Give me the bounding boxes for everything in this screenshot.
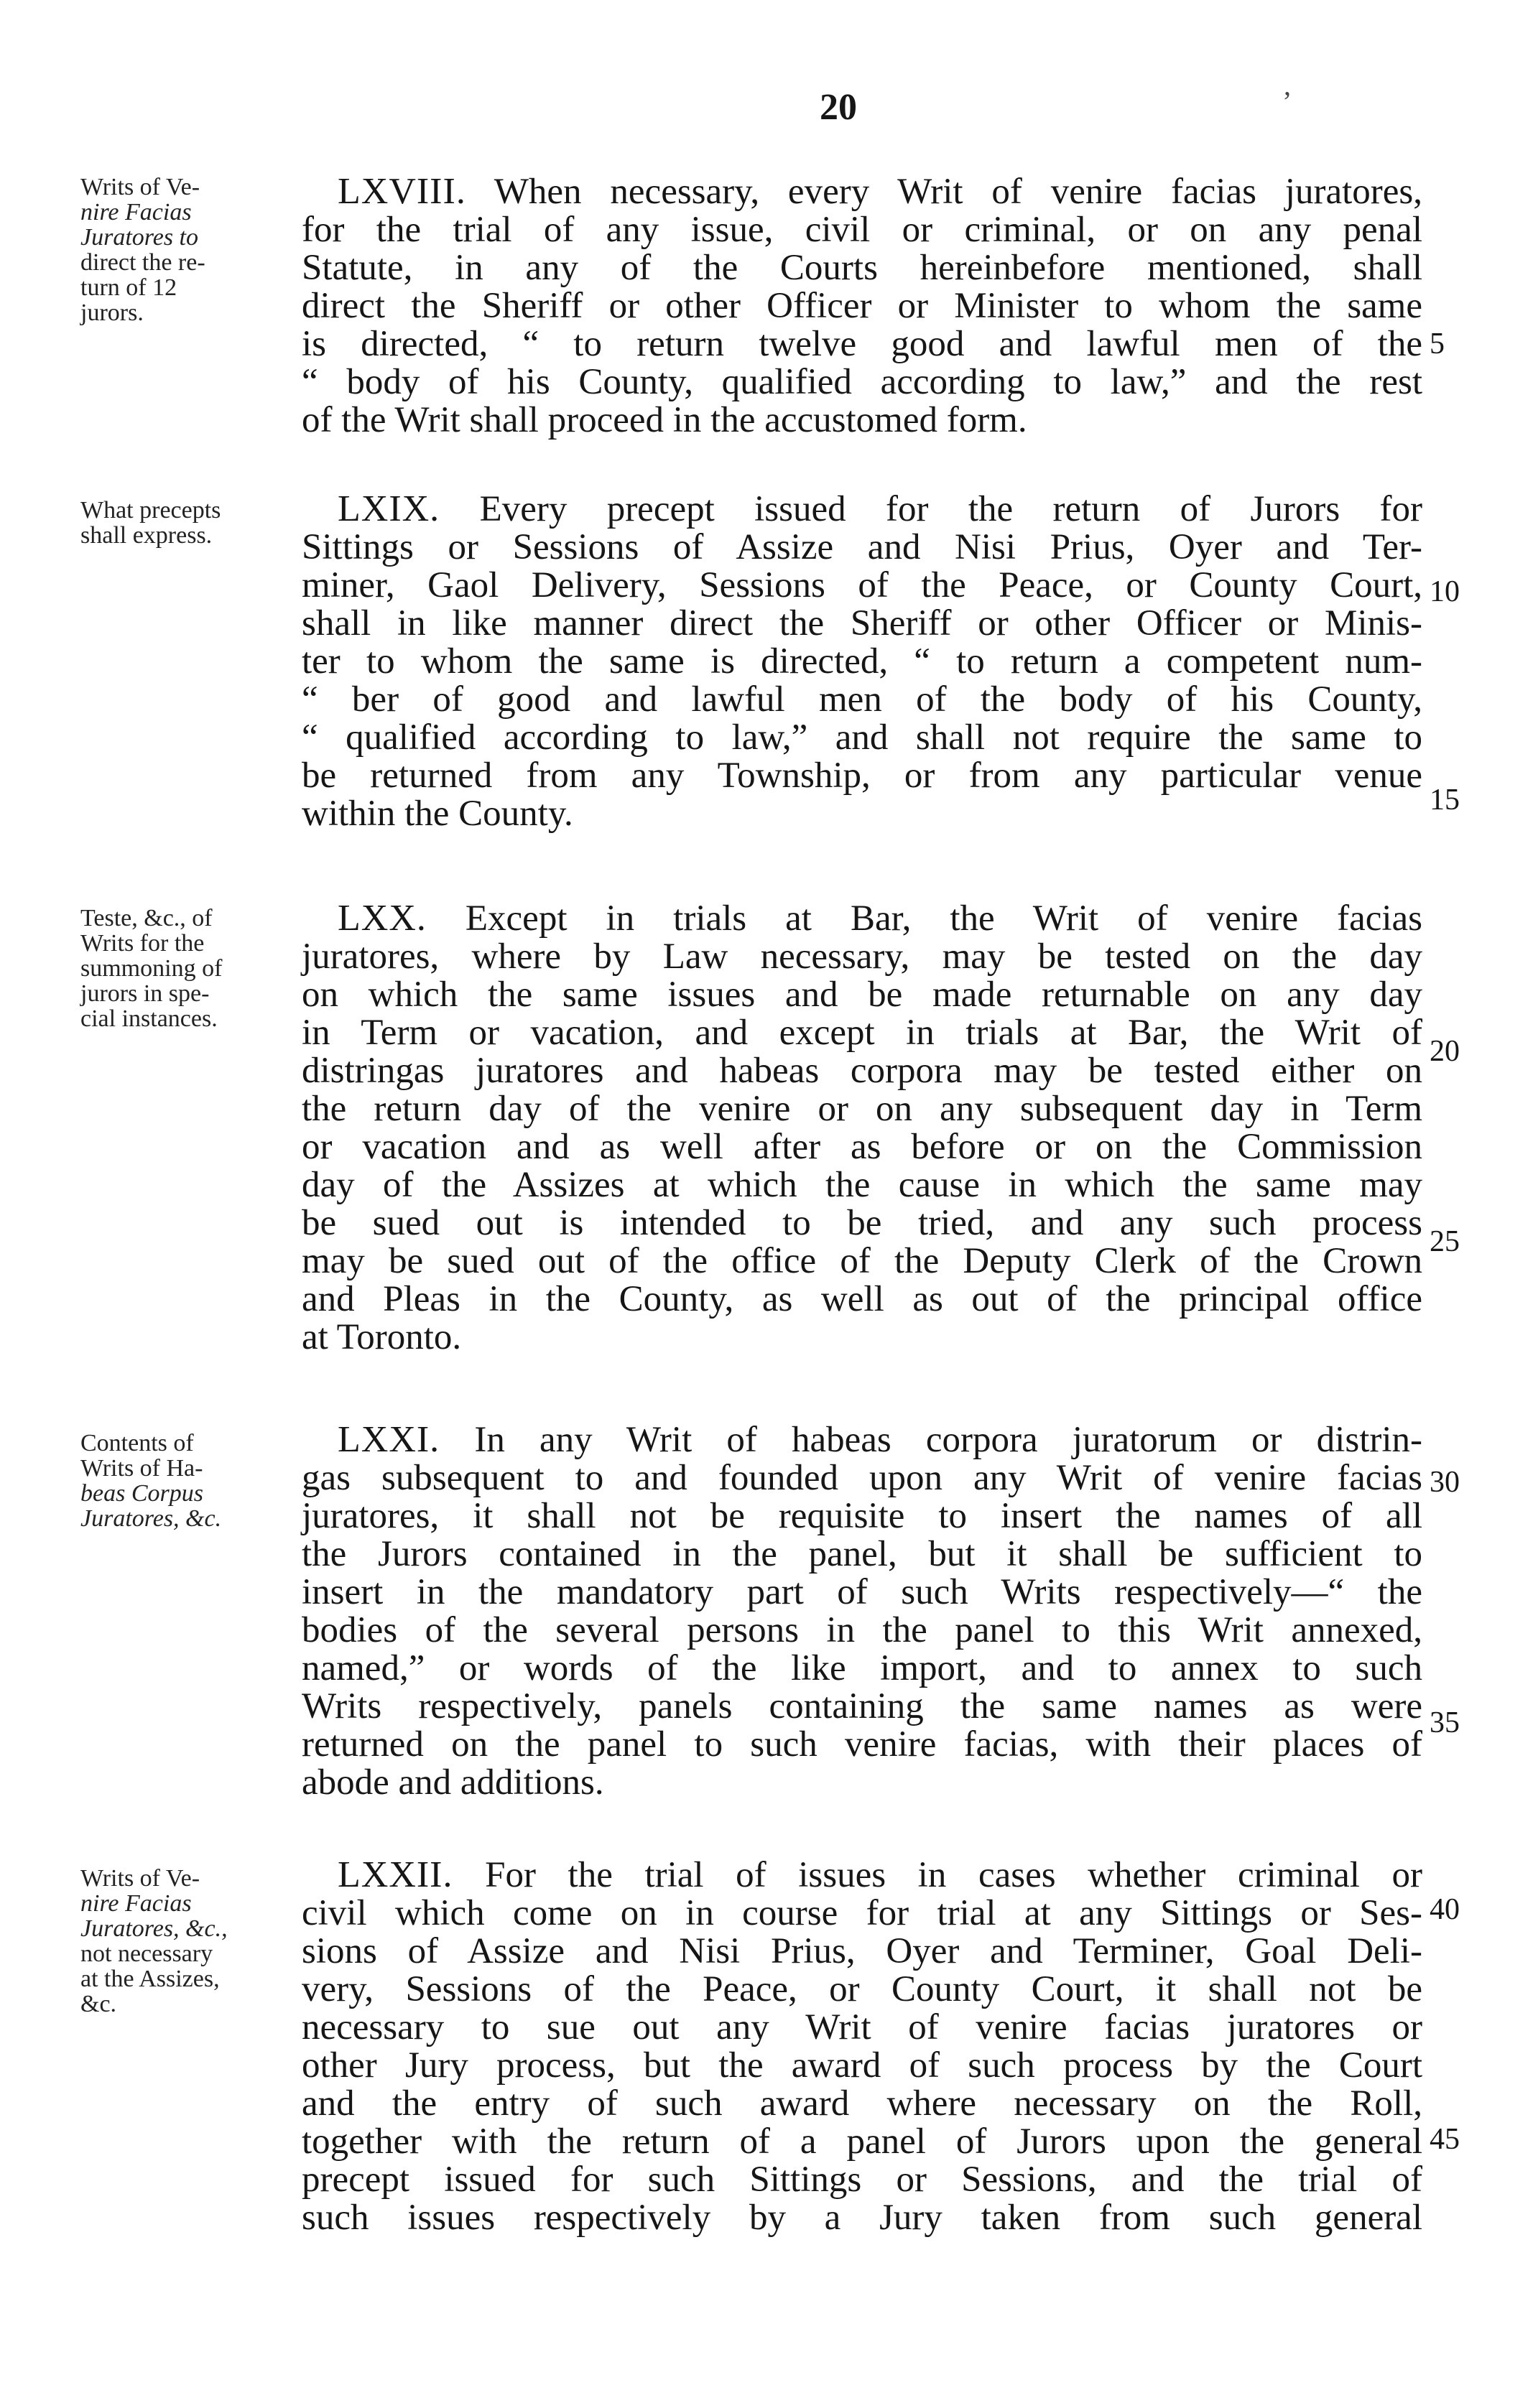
note-line: Writs of Ve- xyxy=(80,1865,200,1892)
text-line: precept issued for such Sittings or Sessions, and the trial of xyxy=(302,2160,1422,2200)
text-line: is directed, “ to return twelve good and lawful men of the xyxy=(302,324,1422,364)
note-line: Contents of xyxy=(80,1430,194,1456)
text-line: the Jurors contained in the panel, but it shall be sufficient to xyxy=(302,1534,1422,1574)
text-line: insert in the mandatory part of such Writs respectively—“ the xyxy=(302,1572,1422,1612)
text-line: “ body of his County, qualified according to law,” and the rest xyxy=(302,362,1422,402)
note-line: beas Corpus xyxy=(80,1480,203,1507)
text-line: or vacation and as well after as before or on the Commission xyxy=(302,1127,1422,1167)
note-line: What precepts xyxy=(80,497,221,524)
note-line: jurors in spe- xyxy=(80,980,210,1007)
margin-note-lxix xyxy=(80,498,296,548)
line-number: 35 xyxy=(1430,1706,1460,1739)
text-line: together with the return of a panel of Jurors upon the general xyxy=(302,2121,1422,2162)
text-line: may be sued out of the office of the Deputy Clerk of the Crown xyxy=(302,1241,1422,1281)
text-line: shall in like manner direct the Sheriff or other Officer or Minis- xyxy=(302,603,1422,643)
section-lxxii xyxy=(302,1856,1422,2237)
text-line: other Jury process, but the award of such process by the Court xyxy=(302,2045,1422,2086)
text-line: civil which come on in course for trial at any Sittings or Ses- xyxy=(302,1893,1422,1933)
text-line: juratores, where by Law necessary, may be tested on the day xyxy=(302,936,1422,977)
text-line: ter to whom the same is directed, “ to return a competent num- xyxy=(302,641,1422,682)
text-line: be returned from any Township, or from any particular venue xyxy=(302,756,1422,796)
margin-note-lxx xyxy=(80,906,296,1031)
text-line: be sued out is intended to be tried, and any such process xyxy=(302,1203,1422,1243)
page-number: 20 xyxy=(820,87,857,128)
text-line-content: Every precept issued for the return of Jurors for xyxy=(479,489,1422,529)
text-line-content: When necessary, every Writ of venire facias juratores, xyxy=(494,172,1422,212)
section-number: LXXI. xyxy=(338,1419,440,1460)
text-line: Writs respectively, panels containing the same names as were xyxy=(302,1686,1422,1726)
note-line: Writs for the xyxy=(80,930,205,957)
note-line: Juratores, &c. xyxy=(80,1505,222,1532)
text-line: for the trial of any issue, civil or criminal, or on any penal xyxy=(302,210,1422,250)
text-line: “ ber of good and lawful men of the body of his County, xyxy=(302,679,1422,720)
note-line: Writs of Ha- xyxy=(80,1455,203,1482)
text-line: and Pleas in the County, as well as out of the principal office xyxy=(302,1279,1422,1319)
text-line: very, Sessions of the Peace, or County Court, it shall not be xyxy=(302,1969,1422,2009)
text-line: within the County. xyxy=(302,794,573,834)
note-line: turn of 12 xyxy=(80,274,177,301)
line-number: 40 xyxy=(1430,1893,1460,1926)
note-line: nire Facias xyxy=(80,199,192,226)
section-lxix xyxy=(302,490,1422,833)
note-line: &c. xyxy=(80,1991,117,2017)
section-lxx xyxy=(302,899,1422,1357)
text-line: juratores, it shall not be requisite to insert the names of all xyxy=(302,1496,1422,1536)
text-line: at Toronto. xyxy=(302,1317,462,1357)
section-lxxi xyxy=(302,1421,1422,1802)
line-number: 15 xyxy=(1430,784,1460,817)
note-line: not necessary xyxy=(80,1940,213,1967)
text-line xyxy=(302,490,1422,529)
section-number: LXVIII. xyxy=(338,171,466,212)
note-line: summoning of xyxy=(80,955,223,982)
note-line: Teste, &c., of xyxy=(80,905,213,931)
text-line-content: Except in trials at Bar, the Writ of venire facias xyxy=(465,898,1422,939)
text-line: miner, Gaol Delivery, Sessions of the Peace, or County Court, xyxy=(302,565,1422,605)
text-line: Statute, in any of the Courts hereinbefore mentioned, shall xyxy=(302,248,1422,288)
text-line-content: In any Writ of habeas corpora juratorum or distrin- xyxy=(474,1420,1423,1460)
line-number: 25 xyxy=(1430,1225,1460,1258)
line-number: 30 xyxy=(1430,1466,1460,1499)
text-line: on which the same issues and be made returnable on any day xyxy=(302,975,1422,1015)
text-line xyxy=(302,1856,1422,1895)
text-line: returned on the panel to such venire facias, with their places of xyxy=(302,1724,1422,1765)
text-line: abode and additions. xyxy=(302,1762,604,1803)
text-line: gas subsequent to and founded upon any Writ of venire facias xyxy=(302,1458,1422,1498)
note-line: cial instances. xyxy=(80,1005,218,1032)
note-line: at the Assizes, xyxy=(80,1966,220,1992)
line-number: 10 xyxy=(1430,575,1460,608)
line-number: 45 xyxy=(1430,2123,1460,2156)
section-lxviii xyxy=(302,172,1422,440)
note-line: Juratores to xyxy=(80,224,199,251)
text-line-content: For the trial of issues in cases whether criminal or xyxy=(485,1855,1422,1895)
text-line xyxy=(302,172,1422,211)
margin-note-lxxii xyxy=(80,1866,296,2017)
text-line: of the Writ shall proceed in the accustomed form. xyxy=(302,400,1027,440)
note-line: Writs of Ve- xyxy=(80,174,200,200)
text-line: bodies of the several persons in the panel to this Writ annexed, xyxy=(302,1610,1422,1650)
note-line: shall express. xyxy=(80,522,213,549)
text-line: in Term or vacation, and except in trials at Bar, the Writ of xyxy=(302,1013,1422,1053)
text-line: distringas juratores and habeas corpora may be tested either on xyxy=(302,1051,1422,1091)
section-number: LXIX. xyxy=(338,488,440,529)
line-number: 5 xyxy=(1430,327,1445,361)
text-line: direct the Sheriff or other Officer or Minister to whom the same xyxy=(302,286,1422,326)
text-line: necessary to sue out any Writ of venire facias juratores or xyxy=(302,2007,1422,2047)
line-number: 20 xyxy=(1430,1035,1460,1068)
text-line: and the entry of such award where necessary on the Roll, xyxy=(302,2083,1422,2124)
note-line: jurors. xyxy=(80,299,144,326)
note-line: direct the re- xyxy=(80,249,205,276)
text-line: Sittings or Sessions of Assize and Nisi Prius, Oyer and Ter- xyxy=(302,527,1422,567)
text-line: day of the Assizes at which the cause in which the same may xyxy=(302,1165,1422,1205)
text-line xyxy=(302,1421,1422,1459)
note-line: nire Facias xyxy=(80,1890,192,1917)
section-number: LXX. xyxy=(338,898,427,939)
text-line: “ qualified according to law,” and shall not require the same to xyxy=(302,717,1422,758)
text-line xyxy=(302,899,1422,938)
stray-mark: ʼ xyxy=(1282,85,1292,118)
note-line: Juratores, &c., xyxy=(80,1915,228,1942)
margin-note-lxviii xyxy=(80,175,296,325)
text-line: such issues respectively by a Jury taken from such general xyxy=(302,2198,1422,2238)
text-line: the return day of the venire or on any subsequent day in Term xyxy=(302,1089,1422,1129)
section-number: LXXII. xyxy=(338,1854,453,1895)
text-line: sions of Assize and Nisi Prius, Oyer and Terminer, Goal Deli- xyxy=(302,1931,1422,1971)
text-line: named,” or words of the like import, and to annex to such xyxy=(302,1648,1422,1688)
margin-note-lxxi xyxy=(80,1431,296,1531)
